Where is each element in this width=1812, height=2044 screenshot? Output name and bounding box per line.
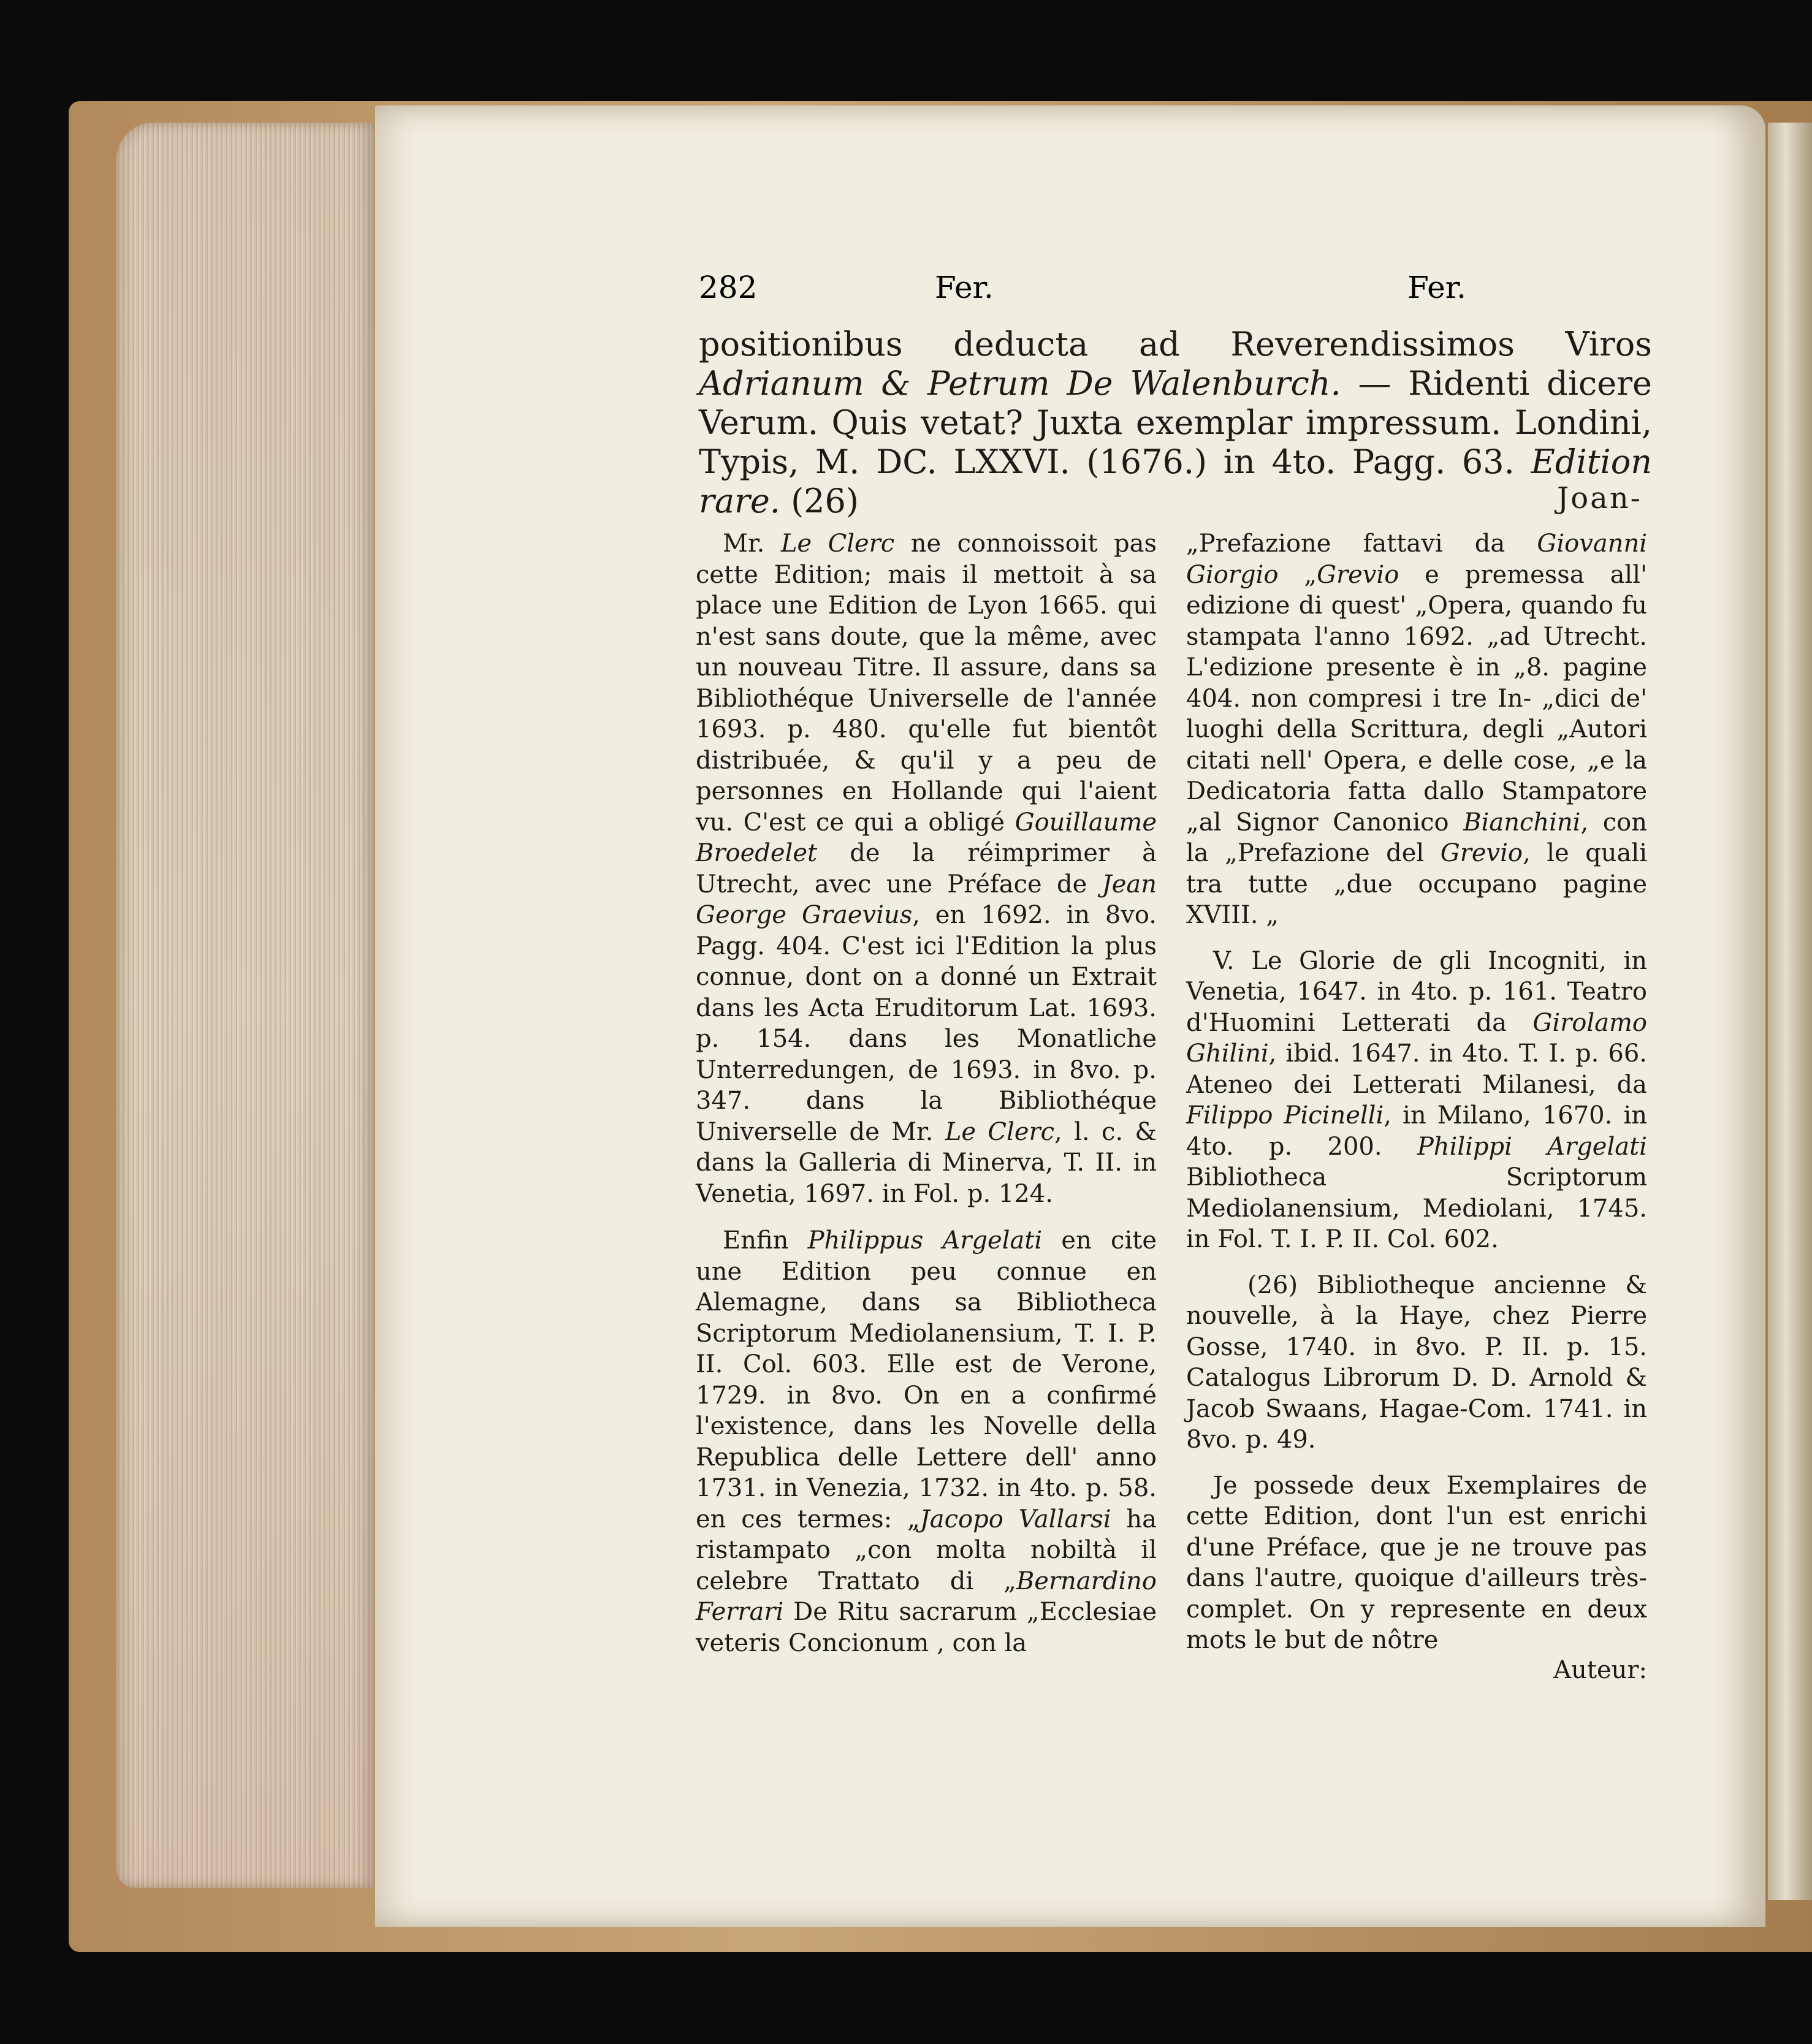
footnote-26: (26) Bibliotheque ancienne & nouvelle, à la Haye, chez Pierre Gosse, 1740. in 8vo. P. II. p. 15. Catalogus Librorum D. D. Arnold & Jacob Swaans, Hagae-Com. 1741. in 8vo. p. 49.: [1186, 1271, 1647, 1454]
header-left: Fer.: [935, 270, 994, 305]
paragraph-end-word: Auteur:: [1553, 1655, 1647, 1684]
catchword: Joan-: [1557, 481, 1642, 515]
paragraph-references: V. Le Glorie de gli Incogniti, in Venetia, 1647. in 4to. p. 161. Teatro d'Huomini Letterati da Girolamo Ghilini, ibid. 1647. in 4to. T. I. p. 66. Ateneo dei Letterati Milanesi, da Filippo Picinelli, in Milano, 1670. in 4to. p. 200. Philippi Argelati Bibliotheca Scriptorum Mediolanensium, Mediolani, 1745. in Fol. T. I. P. II. Col. 602.: [1186, 946, 1647, 1253]
paragraph-prefazione: „Prefazione fattavi da Giovanni Giorgio „Grevio e premessa all' edizione di quest' „Opera, quando fu stampata l'anno 1692. „ad Utrecht. L'edizione presente è in „8. pagine 404. non compresi i tre In- „dici de' luoghi della Scrittura, degli „Autori citati nell' Opera, e delle cose, „e la Dedicatoria fatta dallo Stampatore „al Signor Canonico Bianchini, con la „Prefazione del Grevio, le quali tra tutte „due occupano pagine XVIII. „: [1186, 530, 1647, 929]
page-number: 282: [699, 270, 758, 305]
entry-title-continuation: positionibus deducta ad Reverendissimos Viros Adrianum & Petrum De Walenburch. — Ridenti dicere Verum. Quis vetat? Juxta exemplar impressum. Londini, Typis, M. DC. LXXVI. (1676.) in 4to. Pagg. 63. Edition rare. (26): [699, 325, 1652, 520]
paragraph-exemplaires: Je possede deux Exemplaires de cette Edition, dont l'un est enrichi d'une Préface, que je ne trouve pas dans l'autre, quoique d'ailleurs très-complet. On y represente en deux mots le but de nôtre: [1186, 1471, 1647, 1654]
header-right: Fer.: [1407, 270, 1466, 305]
facing-page-edge: [1768, 123, 1812, 1900]
paragraph-le-clerc: Mr. Le Clerc ne connoissoit pas cette Edition; mais il mettoit à sa place une Edition de Lyon 1665. qui n'est sans doute, que la même, avec un nouveau Titre. Il assure, dans sa Bibliothéque Universelle de l'année 1693. p. 480. qu'elle fut bientôt distribuée, & qu'il y a peu de personnes en Hollande qui l'aient vu. C'est ce qui a obligé Gouillaume Broedelet de la réimprimer à Utrecht, avec une Préface de Jean George Graevius, en 1692. in 8vo. Pagg. 404. C'est ici l'Edition la plus connue, dont on a donné un Extrait dans les Acta Eruditorum Lat. 1693. p. 154. dans les Monatliche Unterredungen, de 1693. in 8vo. p. 347. dans la Bibliothéque Universelle de Mr. Le Clerc, l. c. & dans la Galleria di Minerva, T. II. in Venetia, 1697. in Fol. p. 124.: [696, 530, 1157, 1208]
running-header: [699, 270, 1539, 313]
left-column: [696, 528, 1157, 1673]
right-column: [1186, 528, 1647, 1700]
page-edges: [116, 123, 374, 1888]
paragraph-argelati: Enfin Philippus Argelati en cite une Edition peu connue en Alemagne, dans sa Bibliotheca Scriptorum Mediolanensium, T. I. P. II. Col. 603. Elle est de Verone, 1729. in 8vo. On en a confirmé l'existence, dans les Novelle della Republica delle Lettere dell' anno 1731. in Venezia, 1732. in 4to. p. 58. en ces termes: „Jacopo Vallarsi ha ristampato „con molta nobiltà il celebre Trattato di „Bernardino Ferrari De Ritu sacrarum „Ecclesiae veteris Concionum , con la: [696, 1226, 1157, 1657]
